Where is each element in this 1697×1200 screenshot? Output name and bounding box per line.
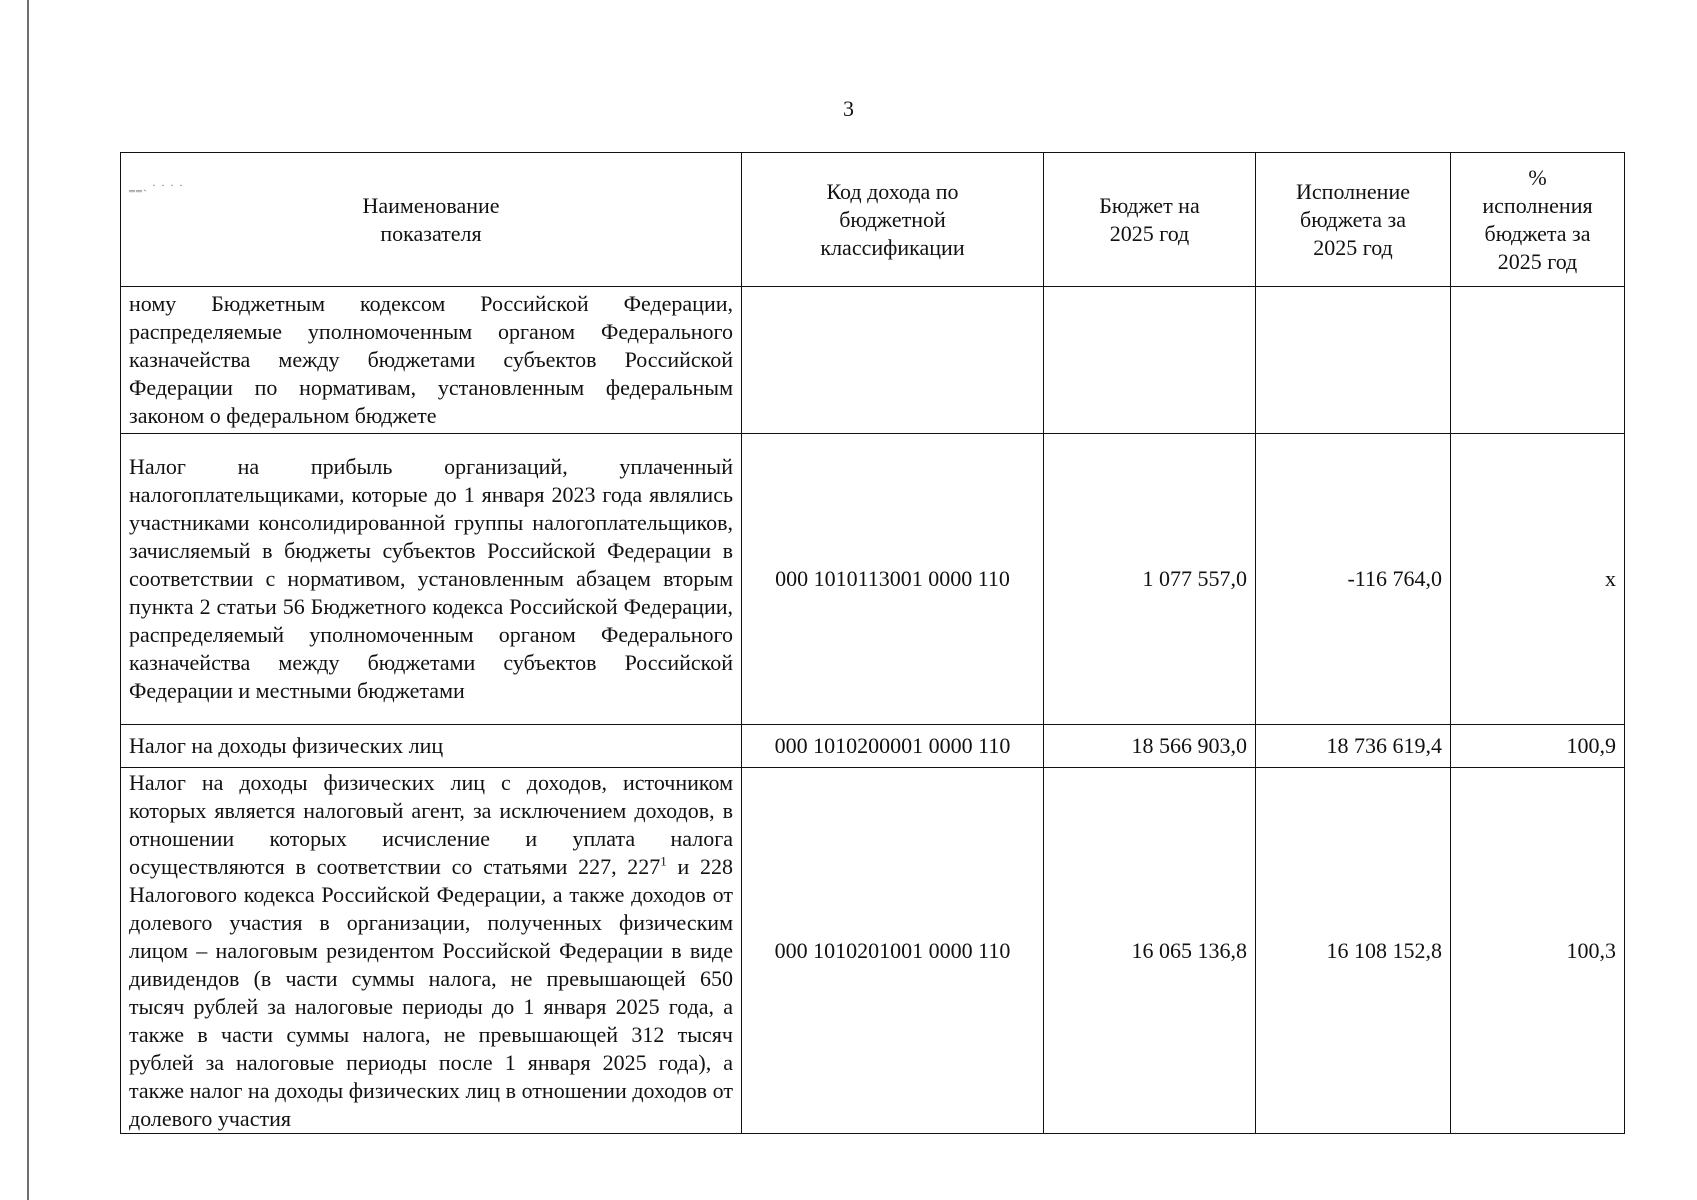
binding-edge-line — [27, 0, 29, 1200]
row-code: 000 1010113001 0000 110 — [742, 434, 1044, 725]
row-name: Налог на доходы физических лиц — [121, 725, 742, 768]
header-execution: Исполнение бюджета за 2025 год — [1256, 153, 1451, 287]
row-execution: -116 764,0 — [1256, 434, 1451, 725]
row-execution: 18 736 619,4 — [1256, 725, 1451, 768]
header-percent: % исполнения бюджета за 2025 год — [1451, 153, 1625, 287]
row-budget: 16 065 136,8 — [1044, 768, 1256, 1134]
row-budget: 1 077 557,0 — [1044, 434, 1256, 725]
row-name: ному Бюджетным кодексом Российской Федерации, распределяемые уполномоченным органом Федерального казначейства между бюджетами субъектов Российской Федерации по нормативам, установленным федеральным законом о федеральном бюджете — [121, 287, 742, 434]
row-code: 000 1010200001 0000 110 — [742, 725, 1044, 768]
row-name: Налог на прибыль организаций, уплаченный налогоплательщиками, которые до 1 января 2023 года являлись участниками консолидированной группы налогоплательщиков, зачисляемый в бюджеты субъектов Российской Федерации в соответствии с нормативом, установленным абзацем вторым пункта 2 статьи 56 Бюджетного кодекса Российской Федерации, распределяемый уполномоченным органом Федерального казначейства между бюджетами субъектов Российской Федерации и местными бюджетами — [121, 434, 742, 725]
row-budget: 18 566 903,0 — [1044, 725, 1256, 768]
table-row — [121, 768, 1625, 1134]
row-percent: 100,3 — [1451, 768, 1625, 1134]
page-number: 3 — [843, 96, 854, 121]
row-execution: 16 108 152,8 — [1256, 768, 1451, 1134]
revenue-table — [120, 152, 1625, 1134]
header-budget: Бюджет на 2025 год — [1044, 153, 1256, 287]
table-row — [121, 434, 1625, 725]
table-row — [121, 287, 1625, 434]
row-code — [742, 287, 1044, 434]
header-name: ‗‗ˎ · · · · Наименование показателя — [121, 153, 742, 287]
superscript: 1 — [660, 853, 667, 869]
table-header-row — [121, 153, 1625, 287]
row-percent: 100,9 — [1451, 725, 1625, 768]
header-code: Код дохода по бюджетной классификации — [742, 153, 1044, 287]
row-percent — [1451, 287, 1625, 434]
pen-mark: ‗‗ˎ · · · · — [129, 178, 184, 192]
table-row — [121, 725, 1625, 768]
row-percent: x — [1451, 434, 1625, 725]
row-name: Налог на доходы физических лиц с доходов, источником которых является налоговый агент, за исключением доходов, в отношении которых исчисление и уплата налога осуществляются в соответствии со статьями 227, $227^1$ и 228 Налогового кодекса Российской Федерации, а также доходов от долевого участия в организации, полученных физическим лицом – налоговым резидентом Российской Федерации в виде дивидендов (в части суммы налога, не превышающей 650 тысяч рублей за налоговые периоды до 1 января 2025 года, а также в части суммы налога, не превышающей 312 тысяч рублей за налоговые периоды после 1 января 2025 года), а также налог на доходы физических лиц в отношении доходов от долевого участия — [121, 768, 742, 1134]
row-budget — [1044, 287, 1256, 434]
row-code: 000 1010201001 0000 110 — [742, 768, 1044, 1134]
row-execution — [1256, 287, 1451, 434]
